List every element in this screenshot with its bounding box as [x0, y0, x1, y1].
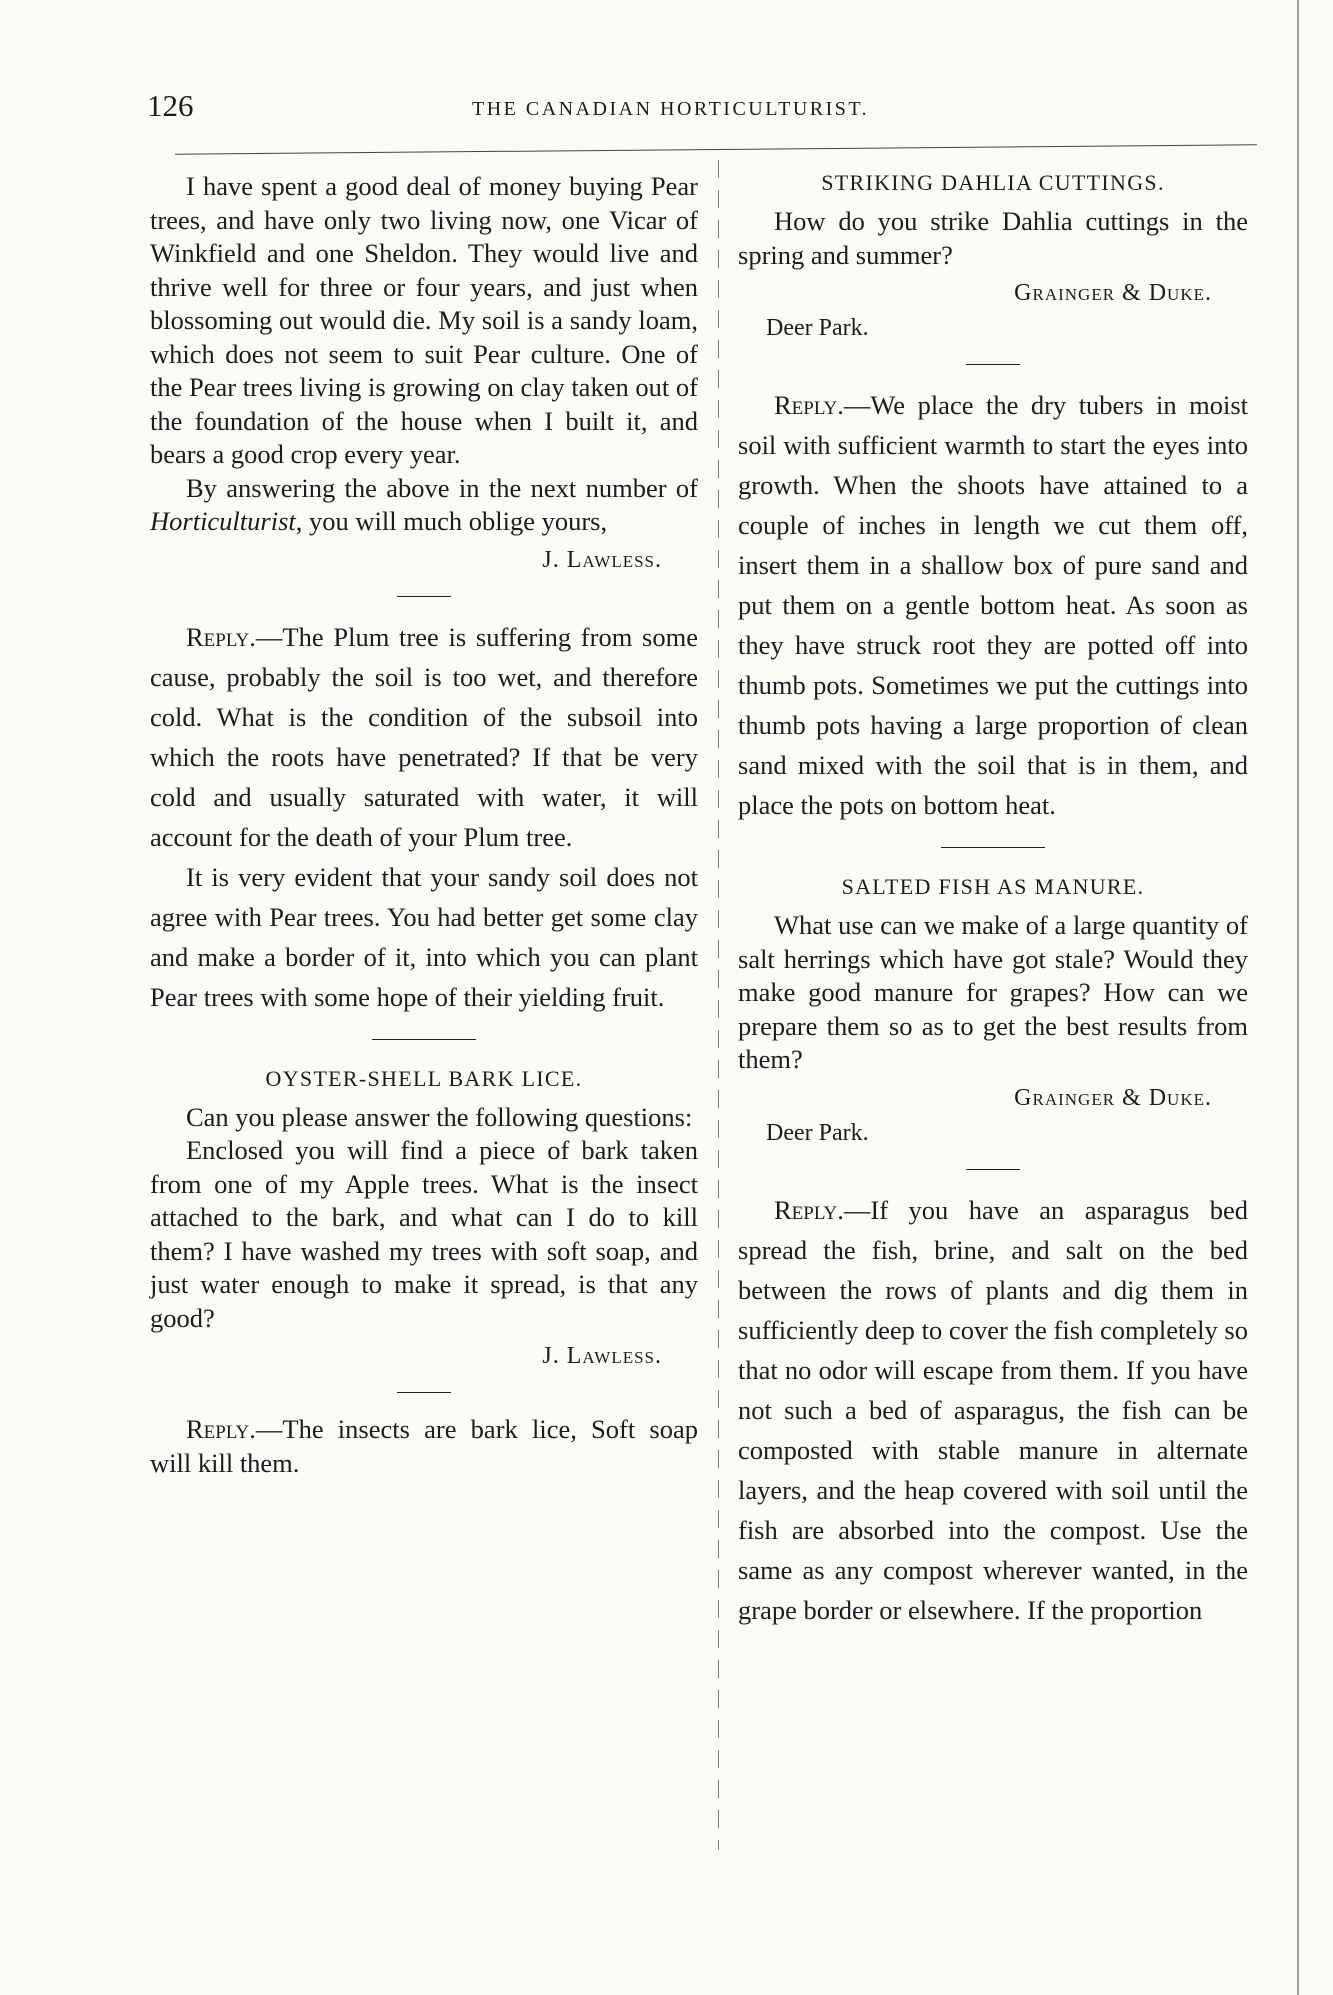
reply-paragraph [738, 385, 1248, 825]
question-paragraph: What use can we make of a large quantity of salt herrings which have got stale? Would they make good manure for grapes? How can we prepare them so as to get the best results from them? [738, 910, 1248, 1074]
question-paragraph: Enclosed you will find a piece of bark taken from one of my Apple trees. What is the insect attached to the bark, and what can I do to kill them? I have washed my trees with soft soap, and just water enough to make it spread, is that any good? [150, 1135, 698, 1333]
section-heading: STRIKING DAHLIA CUTTINGS. [821, 170, 1165, 195]
signature [150, 547, 698, 574]
separator-rule [966, 1169, 1020, 1170]
reply-label: Reply. [186, 621, 256, 652]
reply-pear-trees [150, 617, 698, 1017]
letter-paragraph: I have spent a good deal of money buying Pear trees, and have only two living now, one Vicar of Winkfield and one Sheldon. They would live and thrive well for three or four years, and just when blossoming out would die. My soil is a sandy loam, which does not seem to suit Pear culture. One of the Pear trees living is growing on clay taken out of the foundation of the house when I built it, and bears a good crop every year. [150, 171, 698, 469]
signature-text: J. Lawless. [542, 546, 662, 573]
section-salted-fish [738, 874, 1248, 1630]
signature-text: J. Lawless. [542, 1343, 662, 1369]
letter-closing [150, 472, 698, 539]
reply-text: —We place the dry tubers in moist soil with sufficient warmth to start the eyes into growth. When the shoots have attained to a couple of inches in length we cut them off, insert them in a shallow box of pure sand and put them on a gentle bottom heat. As soon as they have struck root they are potted off into thumb pots. Sometimes we put the cuttings into thumb pots having a large proportion of clean sand mixed with the soil that is in them, and place the pots on bottom heat. [738, 390, 1248, 820]
right-column [738, 170, 1248, 1630]
letter-closing-text: By answering the above in the next number of [186, 472, 698, 503]
reply-text: —The insects are bark lice, Soft soap will kill them. [150, 1414, 698, 1478]
section-heading: SALTED FISH AS MANURE. [841, 874, 1145, 899]
reply-paragraph [150, 617, 698, 857]
separator-rule [397, 1392, 451, 1393]
section-heading: OYSTER-SHELL BARK LICE. [265, 1065, 583, 1091]
publication-title: Horticulturist [150, 506, 296, 536]
signature [150, 1343, 698, 1370]
reply-label: Reply. [774, 1194, 844, 1225]
question-paragraph: How do you strike Dahlia cuttings in the spring and summer? [738, 206, 1248, 270]
running-head: THE CANADIAN HORTICULTURIST. [472, 98, 870, 120]
question-paragraph: Can you please answer the following questions: [186, 1101, 693, 1132]
reply-paragraph [738, 1190, 1248, 1630]
reply-text: —If you have an asparagus bed spread the fish, brine, and salt on the bed between the rows of plants and dig them in sufficiently deep to cover the fish completely so that no odor will escape from them. If you have not such a bed of asparagus, the fish can be composted with stable manure in alternate layers, and the heap covered with soil until the fish are absorbed into the compost. Use the same as any compost wherever wanted, in the grape border or elsewhere. If the proportion [738, 1194, 1248, 1625]
section-rule [372, 1039, 476, 1040]
header-rule [175, 144, 1257, 154]
reply-text: —The Plum tree is suffering from some cause, probably the soil is too wet, and therefore cold. What is the condition of the subsoil into which the roots have penetrated? If that be very cold and usually saturated with water, it will account for the death of your Plum tree. [150, 621, 698, 852]
separator-rule [397, 596, 451, 597]
reply-paragraph: It is very evident that your sandy soil does not agree with Pear trees. You had better get some clay and make a border of it, into which you can plant Pear trees with some hope of their yielding fruit. [150, 861, 698, 1012]
reply-label: Reply. [774, 390, 844, 420]
signature [738, 1085, 1248, 1112]
letter-pear-trees [150, 170, 698, 574]
place-name: Deer Park. [766, 1119, 869, 1146]
separator-rule [966, 364, 1020, 365]
place-name: Deer Park. [766, 315, 869, 341]
page-number: 126 [147, 88, 194, 123]
reply-paragraph [150, 1413, 698, 1480]
signature-text: Grainger & Duke. [1014, 1084, 1212, 1111]
section-rule [941, 847, 1045, 848]
letter-closing-text: , you will much oblige yours, [295, 506, 608, 536]
signature [738, 280, 1248, 307]
reply-dahlia [738, 385, 1248, 825]
section-bark-lice [150, 1066, 698, 1481]
reply-label: Reply. [186, 1414, 256, 1444]
left-column [150, 170, 698, 1480]
signature-text: Grainger & Duke. [1014, 280, 1212, 306]
page-edge [1297, 0, 1299, 1995]
column-divider [718, 160, 719, 1850]
section-dahlia [738, 170, 1248, 825]
reply-salted-fish [738, 1190, 1248, 1630]
